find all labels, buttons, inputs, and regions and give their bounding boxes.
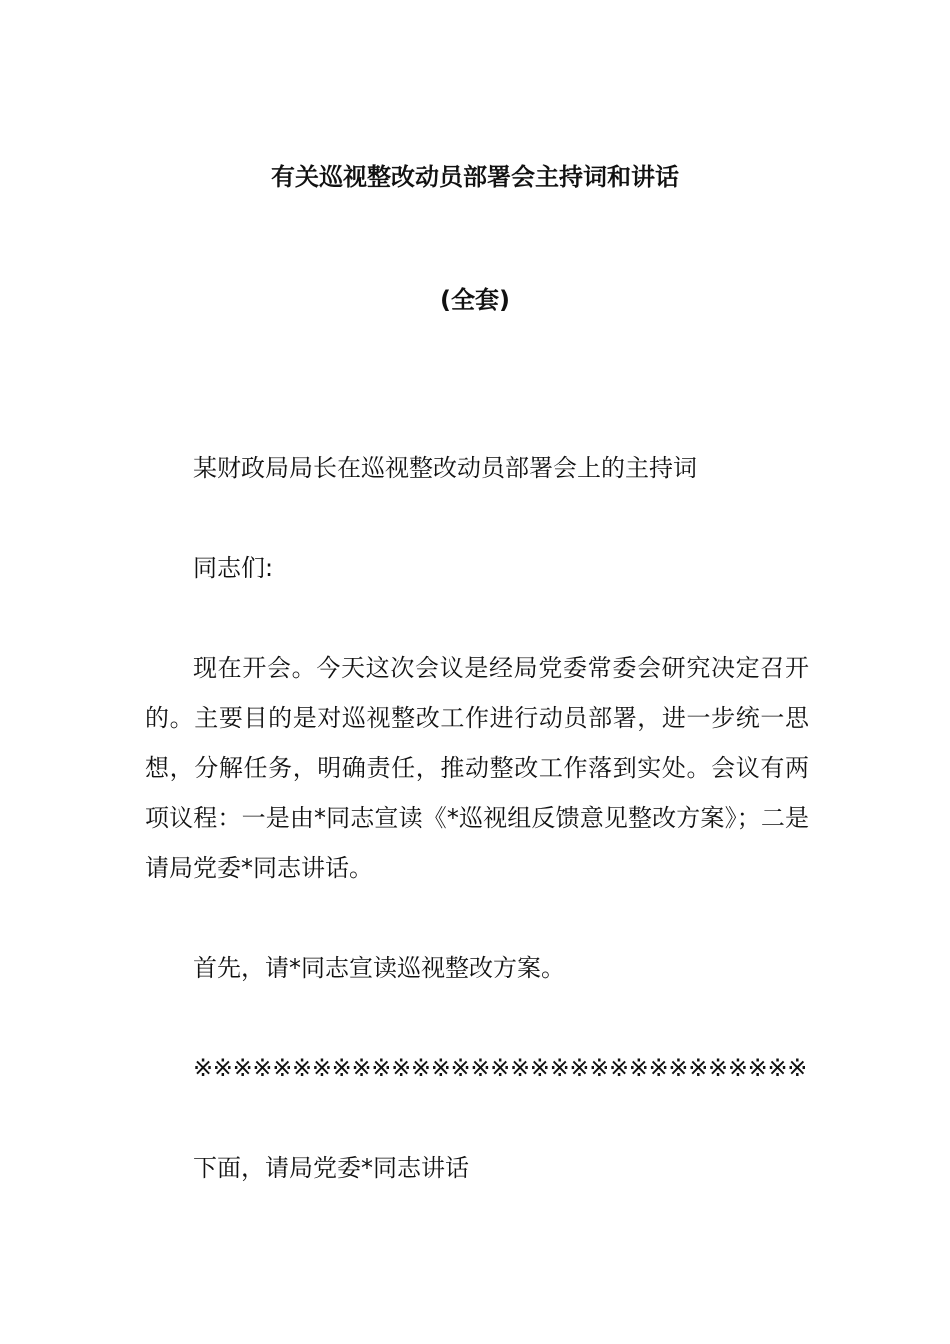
paragraph: 下面，请局党委*同志讲话 — [193, 1154, 469, 1182]
salutation — [145, 543, 809, 593]
paragraph: 首先，请*同志宣读巡视整改方案。 — [193, 954, 565, 982]
opening-paragraph — [145, 643, 809, 893]
paragraph: ※※※※※※※※※※※※※※※※※※※※※※※※※※※※※※※ — [193, 1054, 808, 1082]
paragraph: 同志们: — [193, 554, 274, 582]
reading-instruction — [145, 943, 809, 993]
separator-line — [145, 1043, 809, 1093]
paragraph: 某财政局局长在巡视整改动员部署会上的主持词 — [193, 454, 697, 482]
paragraph: 现在开会。今天这次会议是经局党委常委会研究决定召开的。主要目的是对巡视整改工作进行动员部署，进一步统一思想，分解任务，明确责任，推动整改工作落到实处。会议有两项议程：一是由*同志宣读《*巡视组反馈意见整改方案》；二是请局党委*同志讲话。 — [145, 654, 809, 882]
document-title: 有关巡视整改动员部署会主持词和讲话 — [271, 163, 679, 191]
document-subtitle: (全套) — [440, 286, 510, 314]
speech-instruction — [145, 1143, 809, 1193]
section-heading — [145, 443, 809, 493]
